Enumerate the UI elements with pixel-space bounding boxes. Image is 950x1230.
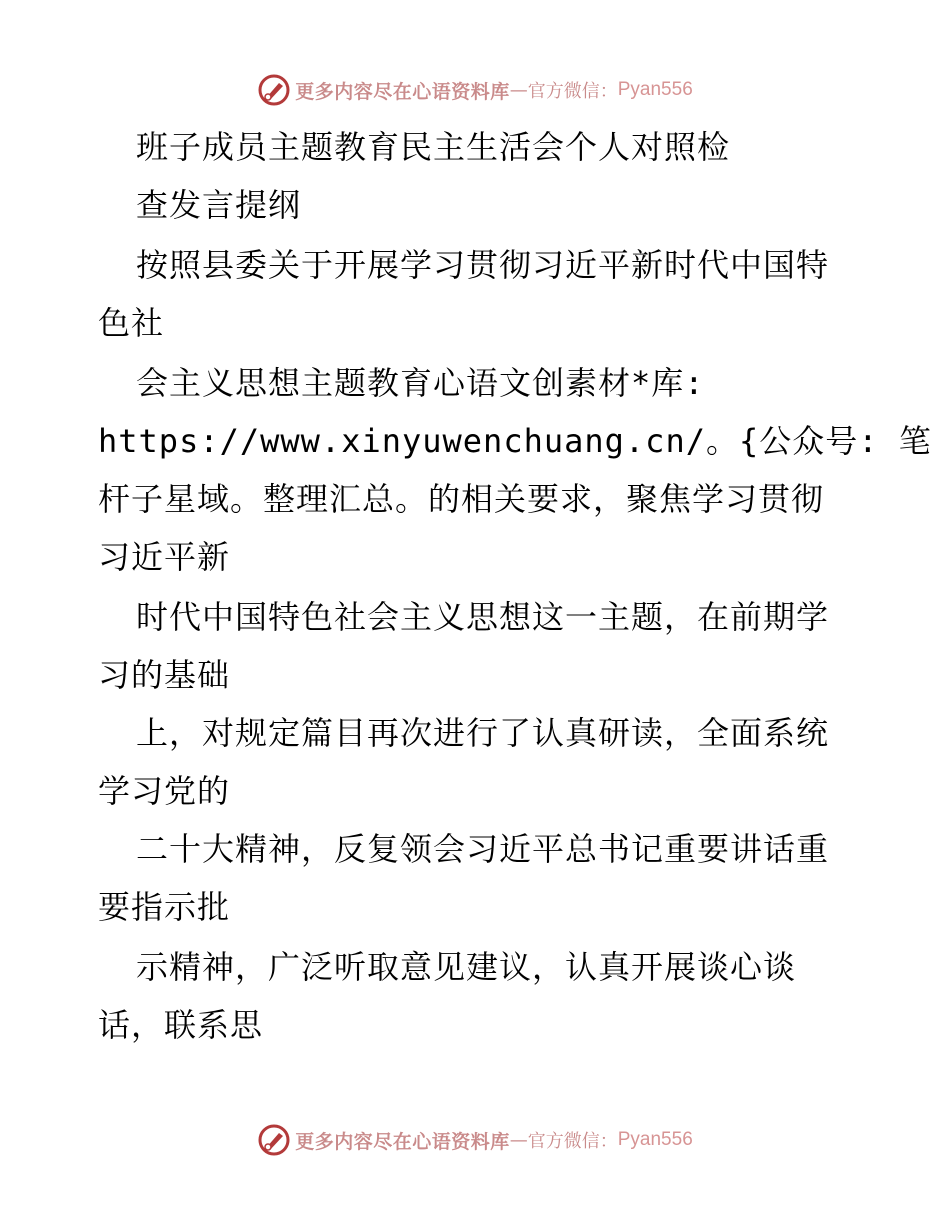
paragraph-line: 色社 <box>98 304 165 342</box>
pen-logo-icon <box>257 73 291 107</box>
paragraph-line: 要指示批 <box>98 888 231 926</box>
paragraph-line: 会主义思想主题教育心语文创素材*库: <box>136 364 705 402</box>
watermark-dash: — <box>509 1129 528 1151</box>
title-line-1: 班子成员主题教育民主生活会个人对照检 <box>136 128 731 166</box>
paragraph-line: 习近平新 <box>98 538 231 576</box>
paragraph-line: 学习党的 <box>98 772 231 810</box>
watermark-wechat-label: 官方微信： <box>527 81 618 102</box>
pen-logo-icon <box>257 1123 291 1157</box>
paragraph-line: 杆子星域。整理汇总。的相关要求，聚焦学习贯彻 <box>98 480 825 518</box>
paragraph-line: 话，联系思 <box>98 1006 264 1044</box>
paragraph-line: 按照县委关于开展学习贯彻习近平新时代中国特 <box>136 246 830 284</box>
watermark-dash: — <box>509 79 528 101</box>
header-watermark <box>0 70 950 110</box>
footer-watermark <box>0 1120 950 1160</box>
watermark-main-text: 更多内容尽在心语资料库 <box>295 80 510 103</box>
watermark-wechat-id: Pyan556 <box>617 79 693 100</box>
title-line-2: 查发言提纲 <box>136 186 302 224</box>
watermark-main-text: 更多内容尽在心语资料库 <box>295 1130 510 1153</box>
paragraph-line: 时代中国特色社会主义思想这一主题，在前期学 <box>136 598 830 636</box>
paragraph-line: 二十大精神，反复领会习近平总书记重要讲话重 <box>136 830 830 868</box>
paragraph-line: 上，对规定篇目再次进行了认真研读，全面系统 <box>136 714 830 752</box>
paragraph-line: 示精神，广泛听取意见建议，认真开展谈心谈 <box>136 948 797 986</box>
watermark-wechat-label: 官方微信： <box>527 1131 618 1152</box>
paragraph-line: 习的基础 <box>98 656 231 694</box>
paragraph-line-url: https://www.xinyuwenchuang.cn/。{公众号: 笔 <box>98 422 932 460</box>
watermark-wechat-id: Pyan556 <box>617 1129 693 1150</box>
